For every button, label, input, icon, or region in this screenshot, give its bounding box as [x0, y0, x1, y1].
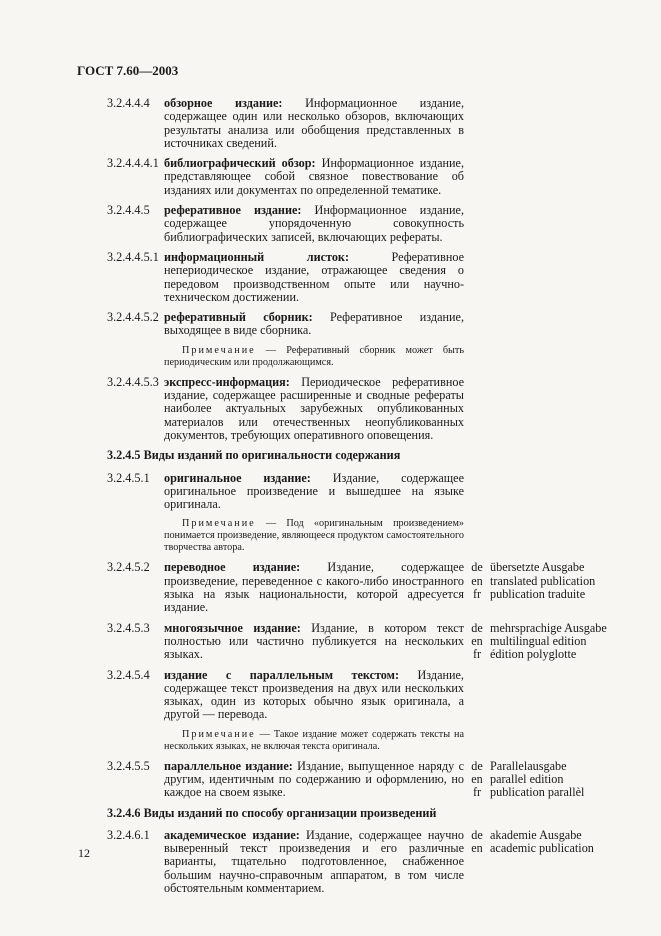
- lang-code: fr: [472, 647, 482, 662]
- entry-number: 3.2.4.5.3: [107, 620, 150, 635]
- note: [164, 345, 464, 369]
- entry-number: 3.2.4.6.1: [107, 827, 150, 842]
- translation: multilingual edition: [490, 633, 587, 648]
- entry-number: 3.2.4.4.4: [107, 96, 150, 110]
- entry-number: 3.2.4.4.5.2: [107, 310, 159, 325]
- entry-text: Издание, содержащее текст произведения на двух или нескольких языках, один из которых обычно язык оригинала, а другой — перевода.: [164, 667, 464, 722]
- term-entry: [107, 204, 587, 244]
- entry-number: 3.2.4.4.5: [107, 203, 150, 218]
- translations: [490, 760, 587, 800]
- entry-number: 3.2.4.5.4: [107, 667, 150, 682]
- entry-term: академическое издание:: [164, 827, 300, 842]
- note-label: Примечание: [182, 344, 256, 356]
- entry-text: Издание, содержащее произведение, переведенное с какого-либо иностранного языка на язык национальности, которой адресуется издание.: [164, 560, 464, 615]
- lang-code: de: [471, 620, 483, 635]
- term-entry: [107, 472, 587, 512]
- entry-term: обзорное издание:: [164, 96, 283, 110]
- term-entry: [107, 97, 587, 150]
- entry-number: 3.2.4.4.5.1: [107, 249, 159, 264]
- document-header: ГОСТ 7.60—2003: [77, 63, 179, 78]
- lang-code: en: [471, 841, 483, 856]
- entry-definition: [164, 472, 464, 512]
- entry-text: Периодическое реферативное издание, содержащее расширенные и сводные рефераты наиболее актуальных зарубежных опубликованных материалов или отечественных неопубликованных документов, требующих оперативного оповещения.: [164, 374, 464, 442]
- translation: publication parallèl: [490, 785, 585, 800]
- lang-code: fr: [472, 587, 482, 602]
- entry-text: Реферативное непериодическое издание, отражающее сведения о передовом производственном опыте или научно-техническом достижении.: [164, 249, 465, 304]
- lang-code: en: [471, 573, 483, 588]
- translations: [490, 622, 607, 662]
- language-codes: [464, 561, 490, 614]
- translation: publication traduite: [490, 587, 586, 602]
- section-heading: 3.2.4.5 Виды изданий по оригинальности содержания: [107, 448, 401, 463]
- translation: parallel edition: [490, 771, 564, 786]
- entry-definition: [164, 311, 464, 338]
- entry-term: реферативный сборник:: [164, 310, 313, 325]
- entry-definition: [164, 561, 464, 614]
- translation: édition polyglotte: [490, 647, 577, 662]
- entry-term: многоязычное издание:: [164, 620, 301, 635]
- entry-definition: [164, 204, 464, 244]
- entry-definition: [164, 669, 464, 722]
- entry-number: 3.2.4.4.5.3: [107, 374, 159, 389]
- lang-code: en: [471, 771, 483, 786]
- entry-text: Издание, выпущенное наряду с другим, идентичным по содержанию и оформлению, но каждое на своем языке.: [164, 758, 464, 800]
- entry-text: Издание, содержащее научно выверенный текст произведения и его различные варианты, тщательно подготовленное, снабженное большим научно-справочным аппаратом, в том числе обстоятельным комментарием.: [164, 827, 464, 896]
- entry-term: оригинальное издание:: [164, 470, 311, 485]
- section-heading: 3.2.4.6 Виды изданий по способу организации произведений: [107, 805, 437, 820]
- translation: academic publication: [490, 841, 594, 856]
- language-codes: [464, 829, 490, 895]
- lang-code: fr: [472, 785, 482, 800]
- translations: [490, 829, 594, 895]
- entry-definition: [164, 829, 464, 895]
- entry-term: информационный листок:: [164, 249, 350, 264]
- entry-term: издание с параллельным текстом:: [164, 667, 400, 682]
- entry-term: параллельное издание:: [164, 758, 293, 773]
- lang-code: de: [471, 560, 483, 575]
- entry-term: реферативное издание:: [164, 203, 302, 218]
- term-entry: [107, 620, 607, 662]
- term-entry: [107, 560, 596, 615]
- term-entry: [107, 251, 587, 304]
- note-text: — Такое издание может содержать тексты на нескольких языках, не включая текста оригинала.: [164, 728, 464, 752]
- document-body: [107, 96, 607, 902]
- note-text: — Реферативный сборник может быть периодическим или продолжающимся.: [164, 344, 464, 368]
- note-label: Примечание: [182, 518, 256, 530]
- entry-definition: [164, 376, 464, 442]
- language-codes: [464, 622, 490, 662]
- translation: translated publication: [490, 573, 596, 588]
- entry-text: Информационное издание, содержащее упорядоченную совокупность библиографических записей, включающих рефераты.: [164, 203, 464, 244]
- lang-code: en: [471, 633, 483, 648]
- entry-term: экспресс-информация:: [164, 374, 290, 389]
- entry-number: 3.2.4.5.2: [107, 560, 150, 575]
- entry-term: переводное издание:: [164, 560, 301, 575]
- term-entry: [107, 669, 587, 722]
- translation: mehrsprachige Ausgabe: [490, 620, 607, 635]
- note-text: — Под «оригинальным произведением» понимается произведение, являющееся продуктом самостоятельного творчества автора.: [164, 518, 464, 554]
- note: [164, 729, 464, 753]
- entry-definition: [164, 251, 464, 304]
- lang-code: de: [471, 827, 483, 842]
- entry-text: Издание, в котором текст полностью или частично публикуется на нескольких языках.: [164, 620, 464, 662]
- translation: akademie Ausgabe: [490, 827, 582, 842]
- note: [164, 518, 464, 554]
- language-codes: [464, 760, 490, 800]
- term-entry: [107, 760, 587, 800]
- page-number: 12: [78, 846, 90, 860]
- entry-term: библиографический обзор:: [164, 156, 316, 171]
- entry-text: Информационное издание, содержащее один или несколько обзоров, включающих результаты анализа или обобщения представленных в источниках сведений.: [164, 96, 464, 150]
- entry-number: 3.2.4.5.5: [107, 758, 150, 773]
- lang-code: de: [471, 758, 483, 773]
- entry-definition: [164, 157, 464, 197]
- entry-number: 3.2.4.5.1: [107, 470, 150, 485]
- term-entry: [107, 827, 594, 896]
- entry-definition: [164, 97, 464, 150]
- term-entry: [107, 157, 587, 197]
- entry-number: 3.2.4.4.4.1: [107, 156, 159, 171]
- entry-text: Реферативное издание, выходящее в виде сборника.: [164, 310, 464, 338]
- translation: Parallelausgabe: [490, 758, 567, 773]
- translations: [490, 561, 595, 614]
- entry-definition: [164, 622, 464, 662]
- term-entry: [107, 311, 587, 338]
- entry-text: Издание, содержащее оригинальное произведение и вышедшее на языке оригинала.: [164, 470, 464, 512]
- term-entry: [107, 376, 587, 442]
- note-label: Примечание: [182, 728, 256, 740]
- entry-definition: [164, 760, 464, 800]
- entry-text: Информационное издание, представляющее собой связное повествование об изданиях или документах по определенной тематике.: [164, 156, 464, 197]
- translation: übersetzte Ausgabe: [490, 560, 585, 575]
